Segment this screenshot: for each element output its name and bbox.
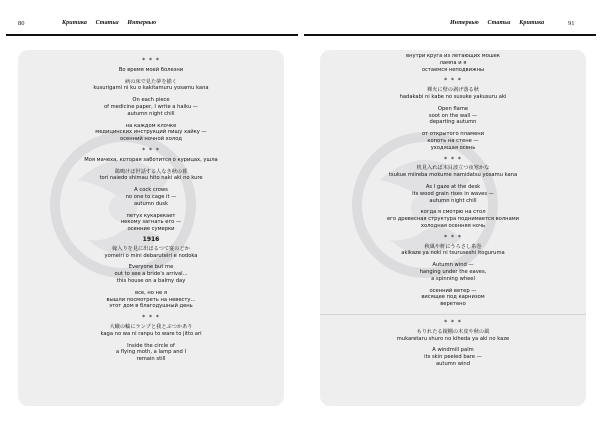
poem-line: soot on the wall — xyxy=(428,112,478,119)
poem-line: вышли посмотреть на невесту... xyxy=(106,296,196,303)
poem-line: 嫁入りを見に出ばるつて宴のどか xyxy=(112,245,190,252)
poem-line: kusurigami ni ku o kakitamuru yosamu kana xyxy=(93,85,209,92)
poem-line: of medicine paper, I write a haiku — xyxy=(103,103,198,110)
poem-line: remain still xyxy=(136,356,166,363)
poem-line: autumn dusk xyxy=(133,200,169,207)
poem-line: hanging under the eaves, xyxy=(419,268,487,275)
left-header-sections xyxy=(62,20,163,26)
right-poem-column xyxy=(320,53,586,368)
section-interview: Интервью xyxy=(450,20,479,26)
poem-line: On each piece xyxy=(132,97,170,104)
section-separator: * * * xyxy=(444,77,462,85)
panel-divider xyxy=(320,308,586,315)
poem-line: As I gaze at the desk xyxy=(425,183,481,190)
poem-line: осенний ветер — xyxy=(429,287,477,294)
section-interview: Интервью xyxy=(127,20,157,26)
poem-line: yomeiri o mini debaruteiri e nodoka xyxy=(104,252,198,259)
poem-line: autumn night chill xyxy=(127,110,175,117)
right-header-sections xyxy=(450,20,551,26)
poem-line: Autumn wind — xyxy=(432,262,474,269)
poem-line: no one to cage it — xyxy=(125,193,177,200)
right-poem-panel xyxy=(320,50,586,406)
poem-line: осенний ночной холод xyxy=(120,136,182,143)
poem-line: tori naiedo shimau hito naki aki no kure xyxy=(99,175,203,182)
section-articles: Статьи xyxy=(95,20,119,26)
year-heading: 1916 xyxy=(142,235,160,243)
poem-line: its skin peeled bare — xyxy=(424,354,482,361)
poem-line: 大蛾の輪にランプと我とぶつかあり xyxy=(109,323,193,330)
poem-line: холодная осенняя ночь xyxy=(420,222,486,229)
poem-line: 裸火に壁の剥げ落る秋 xyxy=(427,87,479,94)
poem-line: Во время моей болезни xyxy=(118,66,184,73)
poem-line: лампа и я xyxy=(439,59,467,66)
poem-line: departing autumn xyxy=(429,119,477,126)
poem-line: its wood grain rises in waves — xyxy=(412,190,494,197)
poem-line: все, но не я xyxy=(135,289,167,296)
poem-line: this house on a balmy day xyxy=(116,277,186,284)
poem-line: висящее под карнизом xyxy=(421,294,485,301)
poem-line: на каждом клочке xyxy=(125,122,177,129)
left-poem-column xyxy=(18,53,284,363)
left-page-header xyxy=(6,14,298,36)
poem-line: A windmill palm xyxy=(432,347,474,354)
poem-line: hadakabi ni kabe no susuke yakusuru aki xyxy=(399,93,507,100)
poem-line: от открытого пламени xyxy=(421,131,485,138)
poem-line: медицинских инструкций пишу хайку — xyxy=(95,129,207,136)
poem-line: Inside the circle of xyxy=(127,342,175,349)
section-critique: Критика xyxy=(62,20,88,26)
poem-line: 机見入れば木目波立つ夜寒かな xyxy=(416,165,490,172)
section-separator: * * * xyxy=(444,233,462,241)
poem-line: когда я смотрю на стол xyxy=(420,209,486,216)
poem-line: Моя мачеха, которая заботится о курицах, ушла xyxy=(84,156,218,163)
section-separator: * * * xyxy=(142,314,160,322)
poem-line: Everyone but me xyxy=(128,264,174,271)
poem-line: остаемся неподвижны xyxy=(421,66,485,73)
poem-line: kaga no wa ni ranpu to ware to jitto ari xyxy=(100,330,202,337)
section-separator: * * * xyxy=(444,155,462,163)
poem-line: a spinning wheel xyxy=(431,275,475,282)
left-poem-panel xyxy=(18,50,284,406)
poem-line: tsukue miireba mokume namidatsu yosamu kana xyxy=(388,172,518,179)
poem-line: akikaze ya noki ni tsuruseshi itoguruma xyxy=(401,250,505,257)
poem-line: копоть на стене — xyxy=(427,137,479,144)
poem-line: a flying moth, a lamp and I xyxy=(115,349,187,356)
poem-line: этот дом в благодушный день xyxy=(109,303,193,310)
poem-line: его древесная структура поднимается волнами xyxy=(386,216,520,223)
section-separator: * * * xyxy=(142,57,160,64)
poem-line: 鶏鳴けば世話する人なき秋の暮 xyxy=(114,168,188,175)
poem-line: 病の床で見た夢を描く xyxy=(125,78,177,85)
poem-line: out to see a bride's arrival... xyxy=(114,271,188,278)
poem-line: 秋風や軒にうろさし糸巻 xyxy=(424,243,482,250)
section-separator: * * * xyxy=(142,146,160,154)
right-page-header xyxy=(304,14,596,36)
section-critique: Критика xyxy=(519,20,545,26)
poem-line: веретено xyxy=(440,301,466,308)
right-page-number: 91 xyxy=(568,20,575,27)
left-page-number: 80 xyxy=(18,20,25,27)
poem-line: уходящая осень xyxy=(430,144,476,151)
poem-line: autumn night chill xyxy=(429,197,477,204)
poem-line: осенние сумерки xyxy=(127,226,175,233)
poem-line: внутри круга из летающих мошек xyxy=(406,53,500,59)
poem-line: autumn wind xyxy=(435,360,471,367)
poem-line: mukaretaru shuro no kiheda ya aki no kaze xyxy=(396,335,510,342)
poem-line: もりれたる鏡棚の木皮や秋の風 xyxy=(416,328,490,335)
poem-line: Open flame xyxy=(437,105,469,112)
poem-line: A cock crows xyxy=(134,187,168,194)
section-separator: * * * xyxy=(444,318,462,326)
poem-line: некому загнать его — xyxy=(120,219,182,226)
section-articles: Статьи xyxy=(487,20,511,26)
poem-line: петух кукарекает xyxy=(126,212,176,219)
